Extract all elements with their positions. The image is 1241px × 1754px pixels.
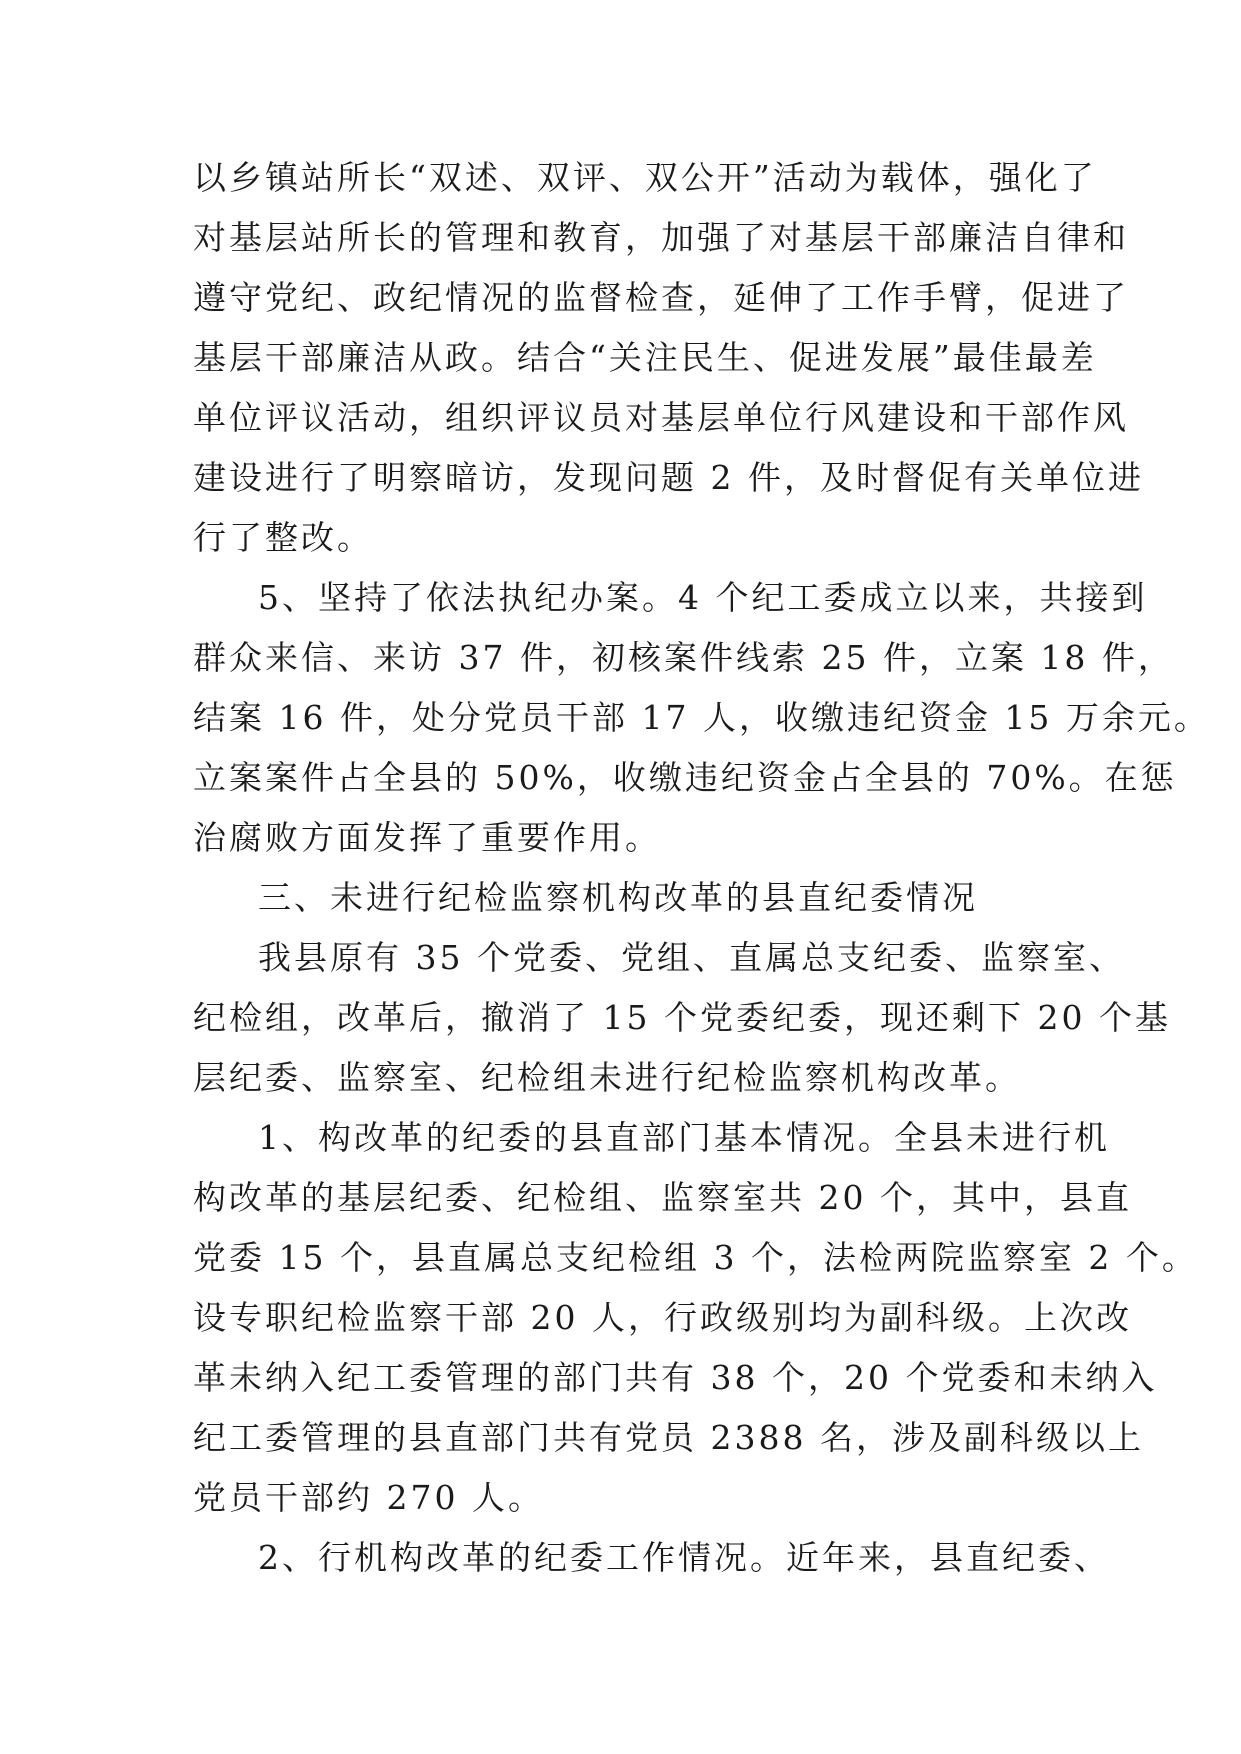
text-line: 立案案件占全县的 50%，收缴违纪资金占全县的 70%。在惩: [193, 758, 1177, 797]
text-line: 纪工委管理的县直部门共有党员 2388 名，涉及副科级以上: [193, 1418, 1144, 1457]
text-line: 对基层站所长的管理和教育，加强了对基层干部廉洁自律和: [193, 218, 1129, 257]
paragraph-heading: 1、构改革的纪委的县直部门基本情况。全县未进行机: [258, 1118, 1110, 1157]
text-line: 构改革的基层纪委、纪检组、监察室共 20 个，其中，县直: [193, 1178, 1132, 1217]
text-line: 单位评议活动，组织评议员对基层单位行风建设和干部作风: [193, 398, 1129, 437]
text-line: 以乡镇站所长“双述、双评、双公开”活动为载体，强化了: [193, 158, 1097, 197]
text-line: 层纪委、监察室、纪检组未进行纪检监察机构改革。: [193, 1058, 1021, 1097]
paragraph-heading: 2、行机构改革的纪委工作情况。近年来，县直纪委、: [258, 1538, 1110, 1577]
text-line: 遵守党纪、政纪情况的监督检查，延伸了工作手臂，促进了: [193, 278, 1129, 317]
text-line: 治腐败方面发挥了重要作用。: [193, 818, 661, 857]
text-line: 我县原有 35 个党委、党组、直属总支纪委、监察室、: [258, 938, 1125, 977]
text-line: 群众来信、来访 37 件，初核案件线索 25 件，立案 18 件，: [193, 638, 1174, 677]
text-line: 革未纳入纪工委管理的部门共有 38 个，20 个党委和未纳入: [193, 1358, 1158, 1397]
text-line: 纪检组，改革后，撤消了 15 个党委纪委，现还剩下 20 个基: [193, 998, 1171, 1037]
text-line: 基层干部廉洁从政。结合“关注民生、促进发展”最佳最差: [193, 338, 1097, 377]
text-line: 结案 16 件，处分党员干部 17 人，收缴违纪资金 15 万余元。: [193, 698, 1210, 737]
text-line: 党委 15 个，县直属总支纪检组 3 个，法检两院监察室 2 个。: [193, 1238, 1198, 1277]
section-heading: 三、未进行纪检监察机构改革的县直纪委情况: [258, 878, 978, 917]
text-line: 党员干部约 270 人。: [193, 1478, 544, 1517]
text-line: 设专职纪检监察干部 20 人，行政级别均为副科级。上次改: [193, 1298, 1132, 1337]
paragraph-heading: 5、坚持了依法执纪办案。4 个纪工委成立以来，共接到: [258, 578, 1148, 617]
text-line: 行了整改。: [193, 518, 373, 557]
text-line: 建设进行了明察暗访，发现问题 2 件，及时督促有关单位进: [193, 458, 1144, 497]
